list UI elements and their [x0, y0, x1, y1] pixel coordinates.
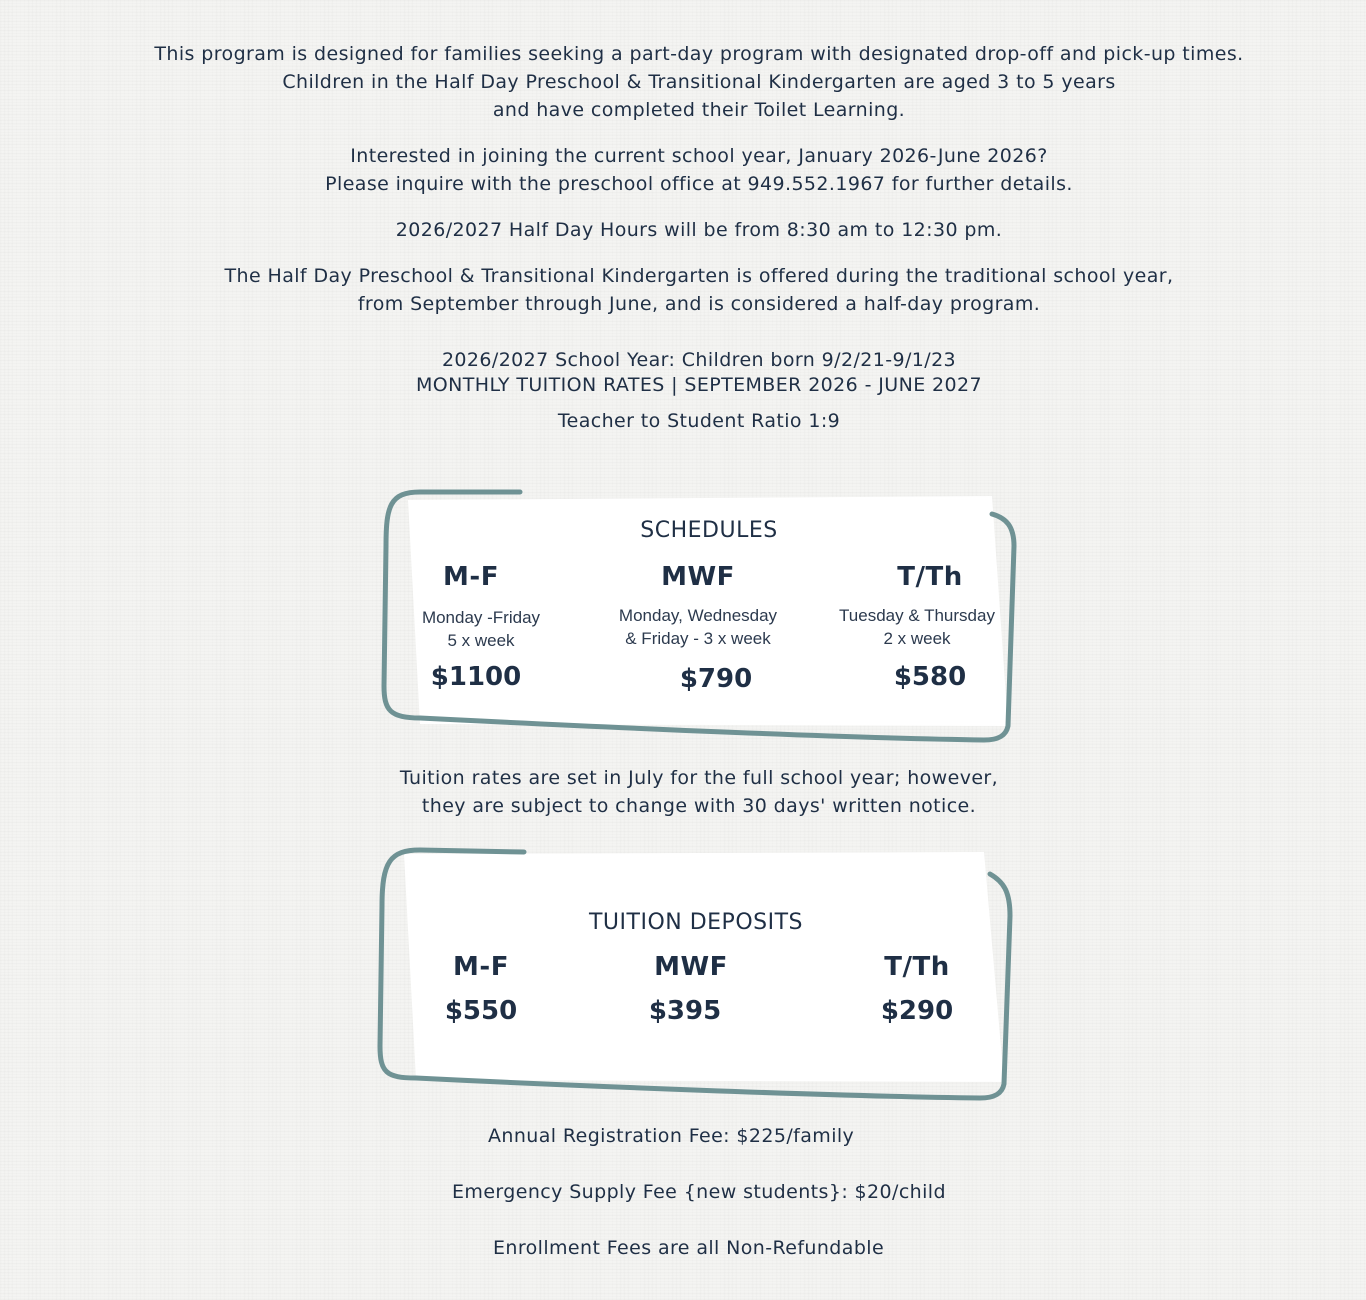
plan-description: & Friday - 3 x week [625, 629, 771, 648]
intro-line: Children in the Half Day Preschool & Transitional Kindergarten are aged 3 to 5 years [282, 71, 1116, 93]
half-day-hours: 2026/2027 Half Day Hours will be from 8:30 am to 12:30 pm. [395, 219, 1003, 241]
plan-price: $790 [679, 664, 753, 694]
plan-price: $1100 [430, 662, 522, 692]
intro-line: The Half Day Preschool & Transitional Kindergarten is offered during the traditional school year, [224, 265, 1174, 287]
rates-note-line: Tuition rates are set in July for the full school year; however, [399, 767, 999, 789]
intro-paragraph-4 [0, 262, 1366, 318]
intro-line: and have completed their Toilet Learning. [492, 99, 906, 121]
registration-fee: Annual Registration Fee: $225/family [488, 1125, 855, 1147]
plan-description: Monday, Wednesday [618, 606, 778, 625]
schedules-card [380, 486, 1020, 746]
intro-paragraph-3 [0, 216, 1366, 244]
ratio-text: Teacher to Student Ratio 1:9 [557, 410, 841, 432]
emergency-supply-fee: Emergency Supply Fee {new students}: $20/child [452, 1181, 946, 1203]
deposit-code: M-F [453, 952, 509, 982]
deposit-price: $395 [648, 996, 722, 1026]
school-year-eligibility: 2026/2027 School Year: Children born 9/2/21-9/1/23 [441, 349, 957, 371]
non-refundable-note: Enrollment Fees are all Non-Refundable [493, 1237, 885, 1259]
plan-code: T/Th [897, 562, 963, 592]
deposit-t-th [852, 952, 982, 1026]
plan-code: MWF [661, 562, 735, 592]
deposit-mwf [626, 952, 756, 1026]
schedules-title: SCHEDULES [640, 518, 778, 543]
plan-description: Monday -Friday [421, 608, 541, 627]
intro-line: This program is designed for families seeking a part-day program with designated drop-off and pick-up times. [154, 43, 1244, 65]
plan-description: 2 x week [883, 629, 951, 648]
deposit-code: MWF [654, 952, 728, 982]
plan-m-f [396, 562, 566, 692]
intro-line: Interested in joining the current school year, January 2026-June 2026? [350, 145, 1048, 167]
plan-description: Tuesday & Thursday [839, 606, 995, 625]
rates-note-line: they are subject to change with 30 days' written notice. [421, 795, 977, 817]
rates-note [0, 764, 1366, 820]
plan-price: $580 [893, 662, 967, 692]
deposit-code: T/Th [884, 952, 950, 982]
intro-paragraph-2 [0, 142, 1366, 198]
plan-description: 5 x week [447, 631, 515, 650]
plan-code: M-F [443, 562, 499, 592]
deposit-m-f [416, 952, 546, 1026]
intro-paragraph-1 [0, 40, 1366, 124]
plan-t-th [830, 562, 1004, 692]
deposit-price: $290 [880, 996, 954, 1026]
deposit-price: $550 [444, 996, 518, 1026]
intro-line: from September through June, and is considered a half-day program. [357, 293, 1041, 315]
deposits-title: TUITION DEPOSITS [588, 910, 803, 935]
tuition-heading: MONTHLY TUITION RATES | SEPTEMBER 2026 - JUNE 2027 [415, 374, 983, 396]
deposits-card [376, 846, 1016, 1104]
intro-line: Please inquire with the preschool office at 949.552.1967 for further details. [325, 173, 1073, 195]
plan-mwf [598, 562, 798, 694]
